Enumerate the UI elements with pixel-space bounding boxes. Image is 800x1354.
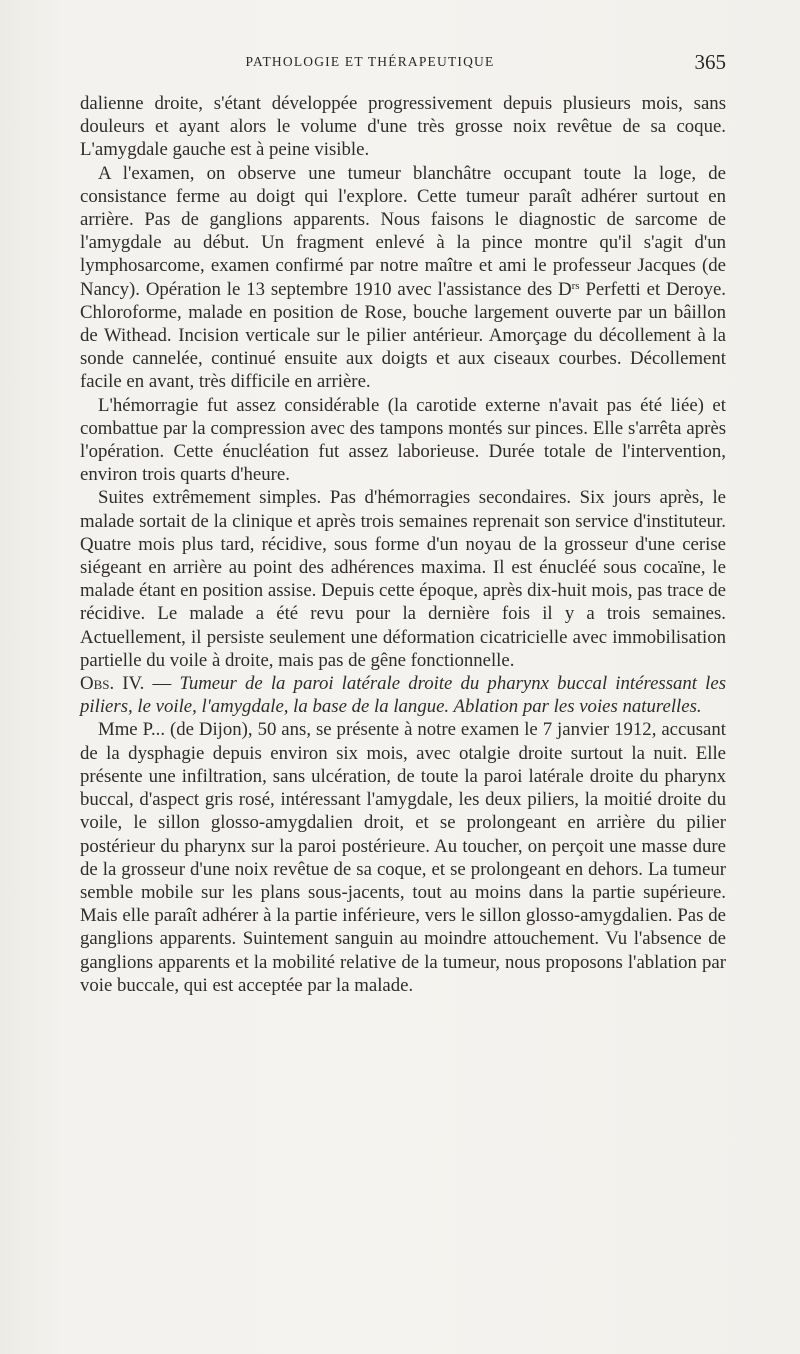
observation-label: Obs. IV. [80, 673, 145, 695]
observation-heading [80, 672, 726, 718]
page-number: 365 [694, 50, 726, 74]
paragraph-continuation [80, 92, 726, 162]
observation-dash: — [144, 673, 180, 695]
running-title: PATHOLOGIE ET THÉRAPEUTIQUE [245, 54, 495, 69]
paragraph-examination [80, 162, 726, 394]
paragraph-text: Mme P... (de Dijon), 50 ans, se présente à notre examen le 7 janvier 1912, accusant de la dysphagie depuis environ six mois, avec otalgie droite surtout la nuit. Elle présente une infiltration, sans ulcération, de toute la paroi latérale droite du pharynx buccal, d'aspect gris rosé, intéressant l'amygdale, les deux piliers, la moitié droite du voile, le sillon glosso-amygdalien droit, et se prolongeant en arrière du pilier postérieur du pharynx sur la paroi postérieure. Au toucher, on perçoit une masse dure de la grosseur d'une noix revêtue de sa coque, et se prolongeant en dehors. La tumeur semble mobile sur les plans sous-jacents, tout au moins dans la partie supérieure. Mais elle paraît adhérer à la partie inférieure, vers le sillon glosso-amygdalien. Pas de ganglions apparents. Suintement sanguin au moindre attouchement. Vu l'absence de ganglions apparents et la mobilité relative de la tumeur, nous proposons l'ablation par voie buccale, qui est acceptée par la malade. [80, 719, 726, 996]
paragraph-text: dalienne droite, s'étant développée progressivement depuis plusieurs mois, sans douleurs et ayant alors le volume d'une très grosse noix revêtue de sa coque. L'amygdale gauche est à peine visible. [80, 93, 726, 161]
observation-title: Tumeur de la paroi latérale droite du pharynx buccal intéressant les piliers, le voile, l'amygdale, la base de la langue. Ablation par les voies naturelles. [80, 673, 727, 718]
paragraph-hemorrhage [80, 394, 726, 487]
paragraph-text-tail: Perfetti et Deroye. Chloroforme, malade en position de Rose, bouche largement ouverte par un bâillon de Withead. Incision verticale sur le pilier antérieur. Amorçage du décollement à la sonde cannelée, continué ensuite aux doigts et aux ciseaux courbes. Décollement facile en avant, très difficile en arrière. [80, 278, 726, 393]
body-text [80, 92, 726, 997]
paragraph-text: A l'examen, on observe une tumeur blanchâtre occupant toute la loge, de consistance ferme au doigt qui l'explore. Cette tumeur paraît adhérer surtout en arrière. Pas de ganglions apparents. Nous faisons le diagnostic de sarcome de l'amygdale au début. Un fragment enlevé à la pince montre qu'il s'agit d'un lymphosarcome, examen confirmé par notre maître et ami le professeur Jacques (de Nancy). Opération le 13 septembre 1910 avec l'assistance des D [80, 162, 726, 300]
paragraph-text: L'hémorragie fut assez considérable (la carotide externe n'avait pas été liée) et combattue par la compression avec des tampons montés sur pinces. Elle s'arrêta après l'opération. Cette énucléation fut assez laborieuse. Durée totale de l'intervention, environ trois quarts d'heure. [80, 394, 726, 486]
running-head [80, 50, 726, 74]
superscript-doctors: rs [571, 279, 580, 292]
paragraph-follow-up [80, 486, 726, 672]
paragraph-text: Suites extrêmement simples. Pas d'hémorragies secondaires. Six jours après, le malade sortait de la clinique et après trois semaines reprenait son service d'instituteur. Quatre mois plus tard, récidive, sous forme d'un noyau de la grosseur d'une cerise siégeant en arrière au point des adhérences maxima. Il est énucléé sous cocaïne, le malade étant en position assise. Depuis cette époque, après dix-huit mois, pas trace de récidive. Le malade a été revu pour la dernière fois il y a trois semaines. Actuellement, il persiste seulement une déformation cicatricielle avec immobilisation partielle du voile à droite, mais pas de gêne fonctionnelle. [80, 487, 726, 671]
paragraph-case-description [80, 718, 726, 996]
